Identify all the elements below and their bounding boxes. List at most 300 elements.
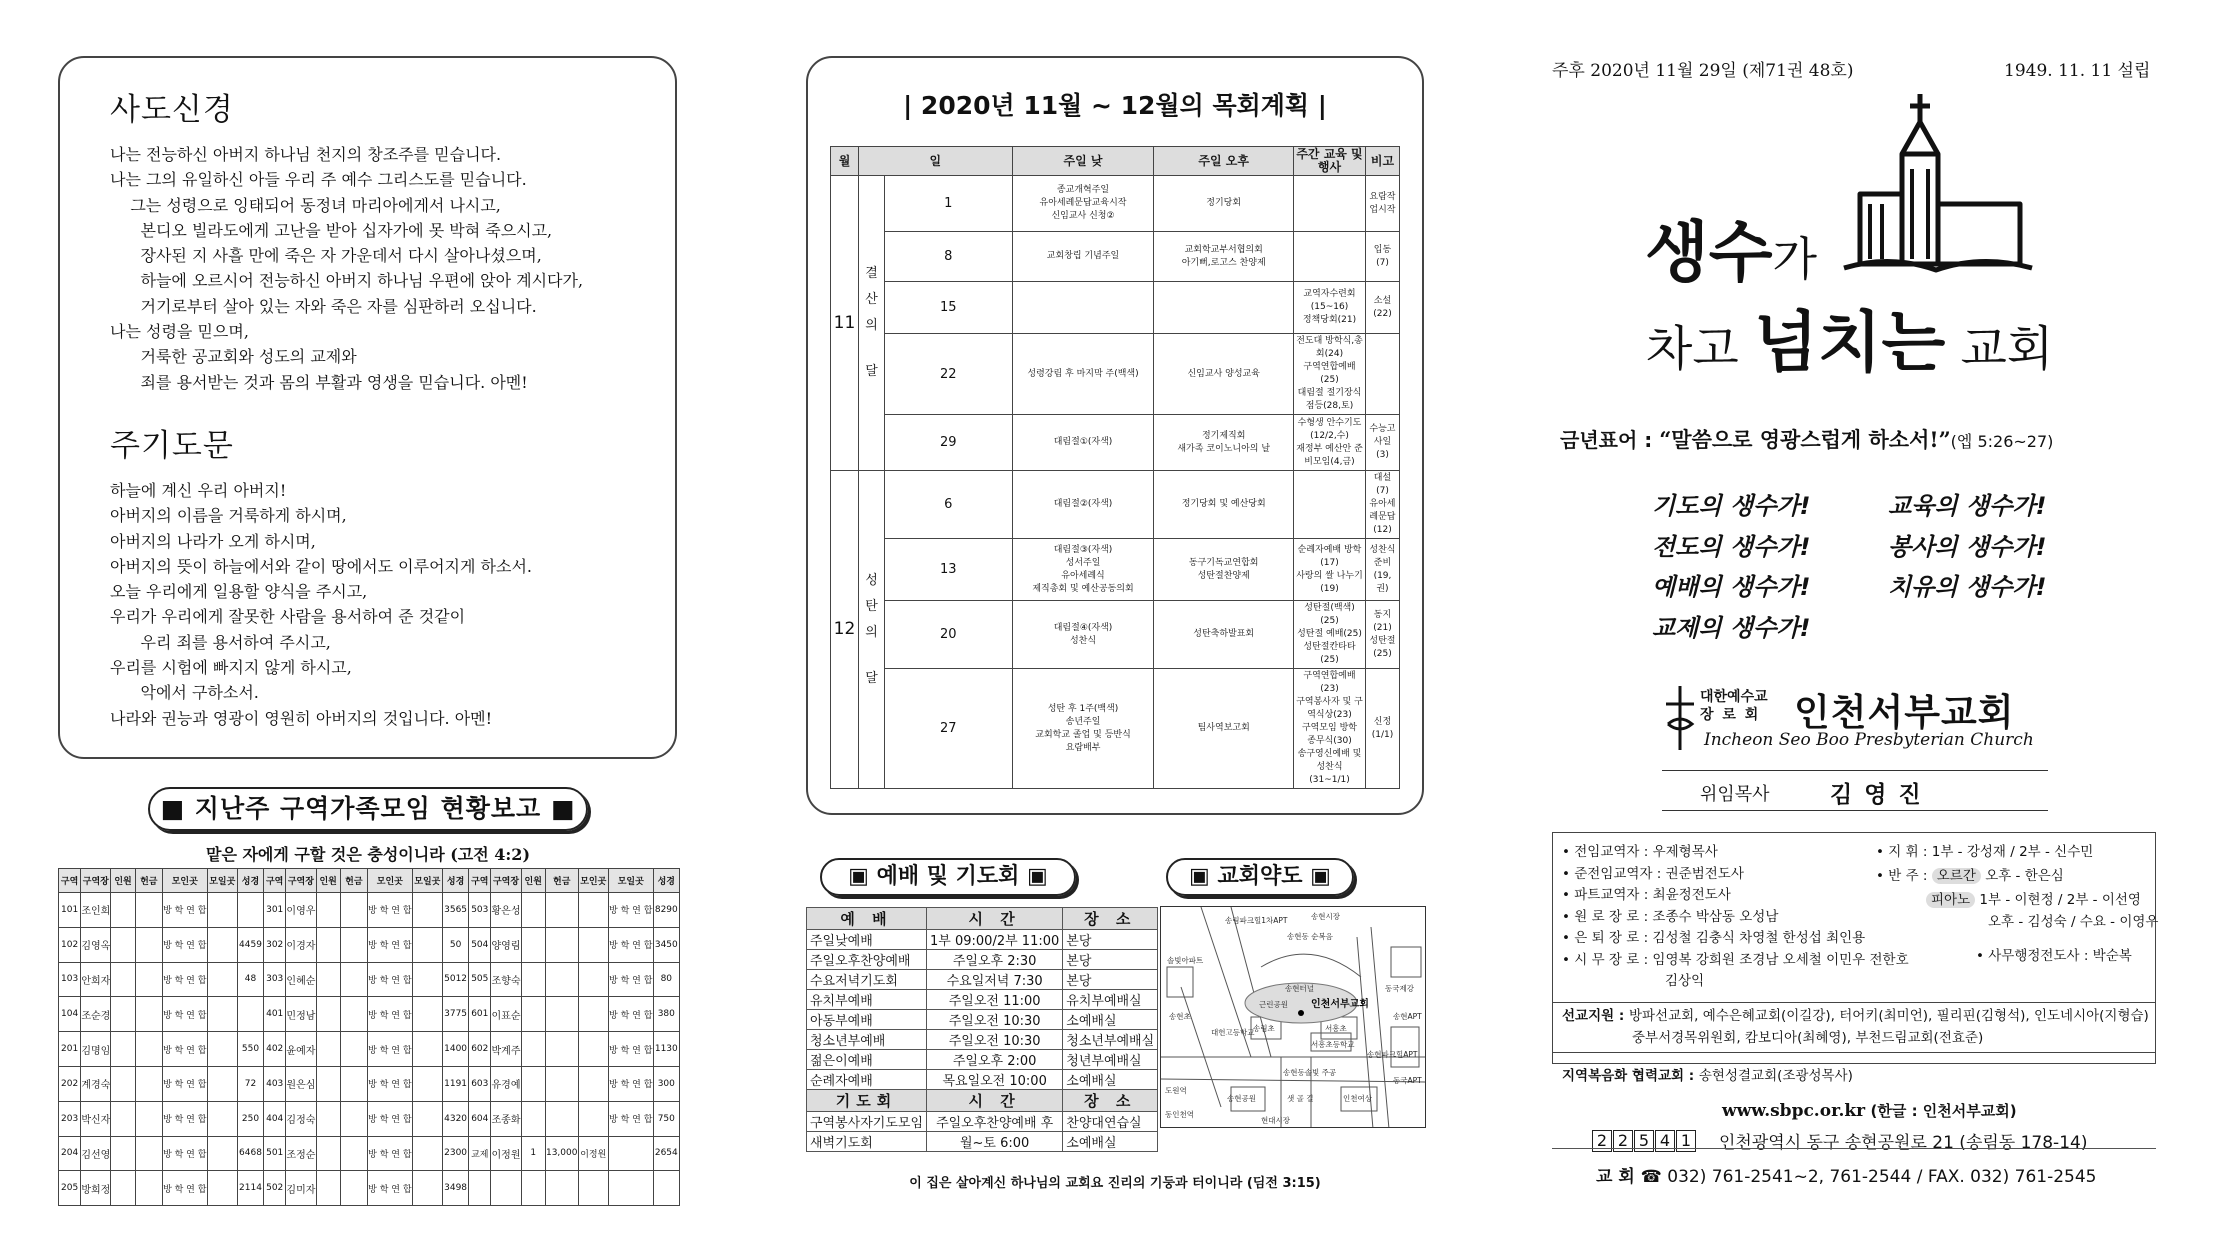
att-cell	[135, 1032, 162, 1067]
svc-cell: 주일오후찬양예배 후	[927, 1112, 1063, 1132]
map-label-22: 동국APT	[1393, 1076, 1422, 1085]
denom-line2: 장 로 회	[1700, 707, 1761, 723]
plan-afternoon-line: 아기뻐,로고스 찬양제	[1181, 257, 1266, 268]
att-cell: 김명임	[81, 1032, 111, 1067]
plan-event-line: 재정부 예산안 준비모임(4,금)	[1296, 443, 1363, 467]
att-cell: 2114	[237, 1171, 263, 1206]
att-cell: 1191	[442, 1066, 468, 1101]
att-cell: 601	[469, 997, 491, 1032]
plan-note-line: (19,권)	[1373, 570, 1392, 594]
att-cell	[340, 1101, 367, 1136]
plan-noon-line: 대림절①(자색)	[1053, 437, 1113, 447]
plan-event-line: 구역연합예배(23)	[1303, 671, 1356, 694]
church-name: 인천서부교회	[1794, 691, 2015, 734]
svc-header-place2: 장 소	[1063, 1090, 1158, 1112]
plan-day: 6	[884, 471, 1012, 539]
plan-month: 12	[831, 471, 859, 789]
plan-noon-line: 대림절④(자색)	[1053, 622, 1113, 633]
slogan-line2c: 교회	[1945, 321, 2054, 377]
att-cell: 3450	[653, 927, 679, 962]
att-row	[59, 962, 680, 997]
founded-date: 1949. 11. 11 설립	[2004, 61, 2151, 81]
church-building-icon	[1840, 94, 2036, 280]
att-cell	[578, 1171, 608, 1206]
plan-event	[1294, 601, 1366, 669]
plan-event-line: 사랑의 쌀 나누기(19)	[1296, 570, 1363, 594]
att-header: 모일곳	[207, 869, 237, 893]
plan-note-line: 성찬식준비	[1369, 544, 1396, 568]
att-cell: 203	[59, 1101, 81, 1136]
choir-director: • 지 휘 : 1부 - 강성재 / 2부 - 신수민	[1876, 844, 2094, 860]
church-english-name: Incheon Seo Boo Presbyterian Church	[1704, 730, 2034, 750]
attendance-table	[58, 868, 680, 1206]
plan-noon-line: 교회학교 졸업 및 등반식	[1035, 729, 1131, 740]
plan-afternoon	[1154, 539, 1294, 601]
svc-row	[807, 1010, 1158, 1030]
att-cell	[578, 962, 608, 997]
att-cell: 김정숙	[286, 1101, 316, 1136]
att-cell	[578, 927, 608, 962]
att-cell	[521, 997, 545, 1032]
att-cell: 302	[264, 927, 286, 962]
zip-digit: 5	[1634, 1130, 1654, 1152]
att-cell: 김미자	[286, 1171, 316, 1206]
tel-number: 032) 761-2541~2, 761-2544	[1667, 1167, 1912, 1187]
att-cell: 205	[59, 1171, 81, 1206]
att-cell: 204	[59, 1136, 81, 1171]
att-cell: 2654	[653, 1136, 679, 1171]
att-cell: 1130	[653, 1032, 679, 1067]
praise-line: 봉사의 생수가!	[1888, 532, 2047, 561]
plan-note-line: 대설(7)	[1373, 473, 1392, 496]
plan-theme-char: 산	[865, 292, 878, 307]
svc-cell: 주일오전 10:30	[927, 1030, 1063, 1050]
att-cell: 이영우	[286, 893, 316, 928]
svc-cell: 주일낮예배	[807, 930, 927, 950]
plan-noon	[1012, 415, 1154, 471]
creed-title: 사도신경	[110, 92, 234, 128]
att-cell: 김영옥	[81, 927, 111, 962]
att-cell	[412, 893, 442, 928]
att-cell	[111, 962, 135, 997]
plan-noon	[1012, 601, 1154, 669]
plan-noon-line: 유아세례식	[1061, 570, 1105, 581]
map-label-3: 송현동 순복음	[1287, 932, 1333, 941]
plan-afternoon	[1154, 669, 1294, 789]
att-cell	[412, 1171, 442, 1206]
issue-date: 주후 2020년 11월 29일 (제71권 48호)	[1552, 61, 1854, 81]
att-cell	[545, 893, 578, 928]
att-cell	[412, 1032, 442, 1067]
svc-cell: 소예배실	[1063, 1010, 1158, 1030]
att-cell: 방 학 연 합	[162, 1101, 207, 1136]
att-cell	[521, 962, 545, 997]
att-cell: 8290	[653, 893, 679, 928]
att-cell: 김선영	[81, 1136, 111, 1171]
plan-event-line: 순례자예배 방학(17)	[1297, 544, 1362, 568]
att-cell: 양영림	[491, 927, 521, 962]
att-cell: 이표순	[491, 997, 521, 1032]
plan-noon	[1012, 334, 1154, 415]
staff-line: • 원 로 장 로 : 조종수 박삼동 오성남	[1562, 908, 1779, 925]
att-cell	[545, 1171, 578, 1206]
plan-day: 15	[884, 282, 1012, 334]
map-label-14: 현대시장	[1261, 1116, 1290, 1125]
plan-row	[831, 471, 1400, 539]
map-label-18: 송현공원	[1227, 1094, 1256, 1103]
att-cell	[111, 1066, 135, 1101]
organ-tag: 오르간	[1932, 868, 1981, 884]
att-header: 모일곳	[412, 869, 442, 893]
plan-day: 27	[884, 669, 1012, 789]
creed-line: 거룩한 공교회와 성도의 교제와	[110, 347, 357, 367]
plan-noon-line: 송년주일	[1065, 716, 1101, 727]
att-cell	[340, 927, 367, 962]
svc-row	[807, 950, 1158, 970]
map-label-6: 송현터널	[1285, 984, 1314, 993]
att-cell	[491, 1171, 521, 1206]
plan-title: | 2020년 11월 ~ 12월의 목회계획 |	[903, 91, 1327, 120]
plan-noon	[1012, 669, 1154, 789]
plan-day: 22	[884, 334, 1012, 415]
att-cell: 550	[237, 1032, 263, 1067]
att-cell: 103	[59, 962, 81, 997]
admin-staff: • 사무행정전도사 : 박순복	[1976, 948, 2132, 964]
plan-row	[831, 601, 1400, 669]
svc-row	[807, 990, 1158, 1010]
creed-line: 거기로부터 살아 있는 자와 죽은 자를 심판하러 오십니다.	[110, 296, 537, 316]
plan-theme-char	[861, 339, 882, 359]
plan-theme-char: 성	[865, 572, 878, 588]
plan-event-line: 전도대 방학식,총회(24)	[1296, 336, 1363, 359]
plan-event-line: 구역연합예배(25)	[1303, 362, 1356, 385]
att-cell: 방 학 연 합	[162, 893, 207, 928]
att-cell	[316, 1101, 340, 1136]
att-cell: 301	[264, 893, 286, 928]
plan-note-line: 요람작업시작	[1369, 191, 1396, 215]
plan-afternoon-line: 정기제직회	[1201, 430, 1246, 441]
plan-event	[1294, 669, 1366, 789]
svc-row	[807, 970, 1158, 990]
plan-noon-line: 대림절③(자색)	[1053, 544, 1113, 555]
att-cell: 방 학 연 합	[162, 927, 207, 962]
website-korean: (한글 : 인천서부교회)	[1870, 1102, 2017, 1120]
att-cell: 380	[653, 997, 679, 1032]
staff-line: • 준전임교역자 : 권준범전도사	[1562, 865, 1744, 882]
plan-afternoon	[1154, 471, 1294, 539]
plan-note-line: 신정(1/1)	[1371, 716, 1394, 740]
att-cell	[316, 1066, 340, 1101]
motto-ref: (엡 5:26~27)	[1950, 432, 2054, 451]
svc-cell: 청소년부예배	[807, 1030, 927, 1050]
pastor-divider	[1662, 770, 2048, 771]
att-cell: 방 학 연 합	[367, 893, 412, 928]
plan-row	[831, 539, 1400, 601]
att-cell: 방 학 연 합	[367, 1171, 412, 1206]
plan-header-day: 일	[858, 147, 1012, 176]
att-cell: 윤예자	[286, 1032, 316, 1067]
plan-noon	[1012, 539, 1154, 601]
services-verse: 이 집은 살아계신 하나님의 교회요 진리의 기둥과 터이니라 (딤전 3:15)	[909, 1176, 1321, 1191]
att-cell: 민정남	[286, 997, 316, 1032]
plan-note	[1365, 232, 1399, 282]
att-header: 성경	[237, 869, 263, 893]
mission-line-2: 중부서경목위원회, 캄보디아(최혜영), 부천드림교회(전효준)	[1632, 1030, 1984, 1046]
slogan-line1b: 가	[1772, 232, 1817, 286]
att-cell: 원은심	[286, 1066, 316, 1101]
att-header: 인원	[521, 869, 545, 893]
plan-noon	[1012, 232, 1154, 282]
svc-cell: 소예배실	[1063, 1132, 1158, 1152]
plan-event-line: 성탄절칸타타(25)	[1303, 642, 1356, 665]
att-header: 성경	[442, 869, 468, 893]
att-row	[59, 1171, 680, 1206]
att-row	[59, 1066, 680, 1101]
plan-note	[1365, 415, 1399, 471]
plan-event	[1294, 415, 1366, 471]
att-cell	[469, 1171, 491, 1206]
svc-cell: 청소년부예배실	[1063, 1030, 1158, 1050]
staff-line: • 은 퇴 장 로 : 김성철 김충식 차영철 한성섭 최인용	[1562, 930, 1866, 946]
svc-cell: 유치부예배실	[1063, 990, 1158, 1010]
att-cell	[316, 1171, 340, 1206]
att-cell: 교제	[469, 1136, 491, 1171]
map-label-2: 송현시장	[1311, 912, 1340, 921]
plan-noon-line: 성령강림 후 마지막 주(백색)	[1027, 368, 1139, 379]
plan-afternoon-line: 팀사역보고회	[1197, 723, 1250, 733]
plan-event-line: 종무식(30)	[1307, 736, 1352, 746]
prayer-line: 아버지의 나라가 오게 하시며,	[110, 531, 316, 551]
plan-afternoon	[1154, 282, 1294, 334]
svc-cell: 소예배실	[1063, 1070, 1158, 1090]
plan-header-afternoon: 주일 오후	[1154, 147, 1294, 176]
att-cell	[412, 962, 442, 997]
att-cell	[111, 1032, 135, 1067]
att-cell: 방 학 연 합	[367, 1101, 412, 1136]
praise-line: 기도의 생수가!	[1652, 492, 1811, 520]
region-label: 지역복음화 협력교회 :	[1562, 1068, 1699, 1084]
att-cell	[316, 927, 340, 962]
plan-afternoon-line: 동구기독교연합회	[1188, 557, 1259, 568]
att-cell: 계경숙	[81, 1066, 111, 1101]
plan-event	[1294, 539, 1366, 601]
motto-label: 금년표어 :	[1560, 428, 1660, 452]
att-cell	[135, 1066, 162, 1101]
plan-theme-char	[861, 646, 882, 666]
att-cell: 2300	[442, 1136, 468, 1171]
att-cell: 이정원	[578, 1136, 608, 1171]
services-table	[806, 907, 1158, 1152]
att-cell: 조순경	[81, 997, 111, 1032]
plan-event-line: 대림절 절기장식 점등(28,토)	[1297, 388, 1362, 411]
prayer-line: 오늘 우리에게 일용할 양식을 주시고,	[110, 582, 368, 602]
att-cell	[237, 893, 263, 928]
att-cell: 300	[653, 1066, 679, 1101]
creed-line: 나는 그의 유일하신 아들 우리 주 예수 그리스도를 믿습니다.	[110, 170, 527, 190]
denom-line1: 대한예수교	[1700, 689, 1768, 705]
svc-cell: 주일오전 10:30	[927, 1010, 1063, 1030]
plan-noon-line: 신임교사 신청②	[1051, 211, 1115, 221]
svc-cell: 월~토 6:00	[927, 1132, 1063, 1152]
prayer-line: 하늘에 계신 우리 아버지!	[110, 481, 287, 500]
svc-row	[807, 1112, 1158, 1132]
att-cell: 방 학 연 합	[162, 1136, 207, 1171]
prayer-line: 나라와 권능과 영광이 영원히 아버지의 것입니다. 아멘!	[110, 708, 493, 728]
map-label-13: 도원역	[1165, 1086, 1187, 1095]
prayer-text	[110, 478, 532, 731]
map-label-20: 인천여상	[1343, 1094, 1372, 1103]
att-cell	[521, 1171, 545, 1206]
creed-line: 그는 성령으로 잉태되어 동정녀 마리아에게서 나시고,	[110, 195, 501, 215]
att-cell	[340, 962, 367, 997]
att-header: 모인곳	[578, 869, 608, 893]
staff-line: • 파트교역자 : 최윤정전도사	[1562, 887, 1731, 903]
att-header: 모인곳	[162, 869, 207, 893]
att-cell	[578, 997, 608, 1032]
att-cell: 201	[59, 1032, 81, 1067]
region-church: 송현성결교회(조광성목사)	[1698, 1068, 1853, 1084]
att-cell	[340, 1066, 367, 1101]
plan-header-event: 주간 교육 및 행사	[1294, 147, 1366, 176]
att-cell: 방희정	[81, 1171, 111, 1206]
zip-digit: 1	[1676, 1130, 1696, 1152]
plan-theme-char: 의	[865, 624, 878, 640]
plan-noon-line: 유아세례문답교육시작	[1039, 198, 1127, 208]
att-cell: 방 학 연 합	[367, 1136, 412, 1171]
creed-text	[110, 142, 583, 395]
plan-event	[1294, 334, 1366, 415]
svc-cell: 구역봉사자기도모임	[807, 1112, 927, 1132]
website-url[interactable]: www.sbpc.or.kr	[1722, 1101, 1866, 1121]
att-cell: 이경자	[286, 927, 316, 962]
plan-event-line: 구역모임 방학	[1301, 723, 1357, 733]
att-cell: 3775	[442, 997, 468, 1032]
att-cell: 방 학 연 합	[162, 962, 207, 997]
svc-cell: 주일오전 11:00	[927, 990, 1063, 1010]
plan-theme-char: 의	[865, 318, 878, 333]
fax-number: / FAX. 032) 761-2545	[1916, 1167, 2097, 1187]
plan-noon	[1012, 176, 1154, 232]
plan-table	[830, 146, 1400, 789]
plan-noon-line: 대림절②(자색)	[1053, 499, 1113, 509]
att-cell	[111, 1171, 135, 1206]
att-cell	[412, 1101, 442, 1136]
att-cell	[207, 1101, 237, 1136]
plan-day: 13	[884, 539, 1012, 601]
pastor-name: 김 영 진	[1830, 782, 1923, 808]
svc-cell: 목요일오전 10:00	[927, 1070, 1063, 1090]
prayer-line: 우리 죄를 용서하여 주시고,	[110, 632, 331, 652]
att-cell	[111, 1136, 135, 1171]
plan-event-line: 성탄절(백색)(25)	[1304, 603, 1355, 626]
att-cell	[521, 1066, 545, 1101]
plan-note	[1365, 176, 1399, 232]
plan-event-line: 송구영신예배 및 성찬식	[1297, 749, 1362, 772]
slogan-line2b: 넘치는	[1754, 304, 1946, 381]
plan-event	[1294, 282, 1366, 334]
att-cell: 3565	[442, 893, 468, 928]
att-cell	[653, 1171, 679, 1206]
att-cell	[521, 1101, 545, 1136]
att-cell	[207, 893, 237, 928]
att-header: 구역	[59, 869, 81, 893]
att-cell	[111, 893, 135, 928]
map-label-8: 송현파크힐APT	[1367, 1050, 1418, 1059]
staff-line: 김상익	[1562, 973, 1705, 989]
att-cell	[135, 962, 162, 997]
plan-afternoon-line: 교회학교부서협의회	[1184, 244, 1263, 255]
map-church-label: 인천서부교회	[1311, 999, 1369, 1010]
att-cell: 안희자	[81, 962, 111, 997]
plan-event	[1294, 232, 1366, 282]
map-label-12: 서흥초	[1325, 1024, 1347, 1033]
att-cell: 조향숙	[491, 962, 521, 997]
church-address: 인천광역시 동구 송현공원로 21 (송림동 178-14)	[1719, 1133, 2088, 1153]
plan-event-line: 성탄절 예배(25)	[1297, 629, 1362, 639]
att-cell	[545, 962, 578, 997]
motto-text: “말씀으로 영광스럽게 하소서!”	[1659, 427, 1951, 452]
svc-cell: 순례자예배	[807, 1070, 927, 1090]
att-header: 모인곳	[367, 869, 412, 893]
slogan-line2a: 차고	[1646, 321, 1754, 377]
svc-cell: 주일오후찬양예배	[807, 950, 927, 970]
att-cell: 이정원	[491, 1136, 521, 1171]
pastor-label: 위임목사	[1700, 784, 1770, 805]
plan-noon-line: 교회창립 기념주일	[1046, 251, 1120, 261]
att-cell	[412, 997, 442, 1032]
att-cell: 401	[264, 997, 286, 1032]
staff-line: • 시 무 장 로 : 임영복 강희원 조경남 오세철 이민우 전한호	[1562, 951, 1909, 968]
plan-afternoon	[1154, 601, 1294, 669]
map-label-5: 솔빛아파트	[1167, 956, 1204, 965]
att-cell	[207, 1136, 237, 1171]
att-cell: 방 학 연 합	[608, 997, 653, 1032]
att-cell	[340, 997, 367, 1032]
att-cell	[578, 1066, 608, 1101]
att-cell	[111, 927, 135, 962]
plan-day: 1	[884, 176, 1012, 232]
svc-header-time2: 시 간	[927, 1090, 1063, 1112]
svc-row	[807, 1030, 1158, 1050]
att-cell: 방 학 연 합	[162, 1171, 207, 1206]
plan-row	[831, 415, 1400, 471]
att-header: 구역장	[491, 869, 521, 893]
att-cell: 인혜순	[286, 962, 316, 997]
praise-line: 예배의 생수가!	[1652, 573, 1811, 601]
plan-header-note: 비고	[1365, 147, 1399, 176]
att-row	[59, 927, 680, 962]
map-label-1: 송림파크힐1차APT	[1225, 916, 1288, 925]
att-cell	[135, 997, 162, 1032]
map-label-11: 송림초	[1253, 1024, 1275, 1033]
plan-note	[1365, 539, 1399, 601]
plan-event-line: 구역봉사자 및 구역식상(23)	[1296, 697, 1363, 720]
map-label-16: 동인천역	[1165, 1110, 1194, 1119]
plan-note	[1365, 334, 1399, 415]
att-cell	[135, 1101, 162, 1136]
att-header: 모일곳	[608, 869, 653, 893]
att-cell: 505	[469, 962, 491, 997]
plan-afternoon-line: 새가족 코이노니아의 날	[1177, 443, 1271, 454]
att-cell	[111, 1101, 135, 1136]
att-cell	[135, 1136, 162, 1171]
prayer-line: 아버지의 뜻이 하늘에서와 같이 땅에서도 이루어지게 하소서.	[110, 556, 533, 576]
svc-cell: 주일오후 2:30	[927, 950, 1063, 970]
staff-list	[1562, 842, 1909, 993]
piano-tag: 피아노	[1926, 892, 1975, 908]
att-cell	[545, 1032, 578, 1067]
svc-cell: 새벽기도회	[807, 1132, 927, 1152]
